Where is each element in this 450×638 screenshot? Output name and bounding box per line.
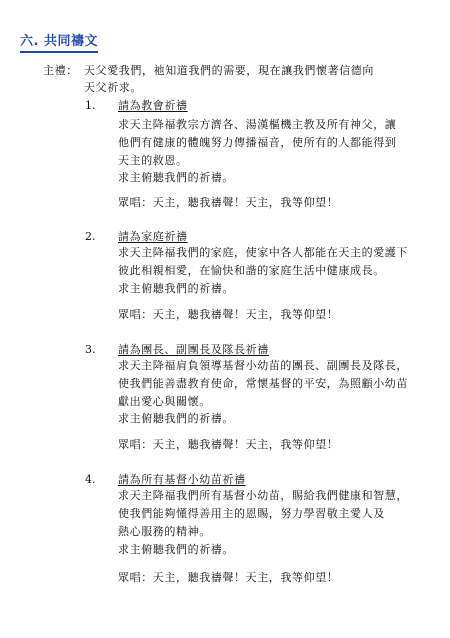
prayer-line: 他們有健康的體魄努力傳播福音，使所有的人都能得到 — [118, 136, 397, 149]
intro-line: 天父愛我們，祂知道我們的需要，現在讓我們懷著信德向 — [84, 64, 374, 77]
prayer-line: 求天主降福我們的家庭，使家中各人都能在天主的愛護下 — [118, 246, 408, 259]
prayer-line: 求主俯聽我們的祈禱。 — [118, 171, 234, 184]
section-heading: 六. 共同禱文 — [20, 34, 98, 53]
prayer-line: 求天主降福肩負領導基督小幼苗的團長、副團長及隊長， — [118, 359, 408, 372]
prayer-response: 眾唱：天主，聽我禱聲！天主，我等仰望！ — [118, 571, 339, 584]
prayer-response: 眾唱：天主，聽我禱聲！天主，我等仰望！ — [118, 438, 339, 451]
prayer-number: 4. — [85, 473, 96, 486]
prayer-line: 使我們能善盡教育使命，常懷基督的平安，為照顧小幼苗 — [118, 377, 408, 390]
prayer-line: 使我們能夠懂得善用主的恩賜，努力學習敬主愛人及 — [118, 507, 385, 520]
prayer-line: 獻出愛心與關懷。 — [118, 395, 211, 408]
prayer-line: 求主俯聽我們的祈禱。 — [118, 543, 234, 556]
prayer-line: 彼此相親相愛，在愉快和諧的家庭生活中健康成長。 — [118, 264, 385, 277]
prayer-number: 3. — [85, 343, 96, 356]
prayer-line: 求天主降福教宗方濟各、湯漢樞機主教及所有神父，讓 — [118, 118, 397, 131]
intro-label: 主禮： — [43, 64, 78, 77]
prayer-title: 請為教會祈禱 — [118, 99, 188, 112]
prayer-line: 求主俯聽我們的祈禱。 — [118, 412, 234, 425]
prayer-number: 2. — [85, 230, 96, 243]
prayer-title: 請為家庭祈禱 — [118, 230, 188, 243]
intro-line: 天父祈求。 — [84, 81, 142, 94]
prayer-line: 天主的救恩。 — [118, 154, 188, 167]
prayer-number: 1. — [85, 99, 96, 112]
prayer-title: 請為所有基督小幼苗祈禱 — [118, 473, 246, 486]
prayer-line: 求天主降福我們所有基督小幼苗，賜給我們健康和智慧， — [118, 489, 408, 502]
prayer-line: 熱心服務的精神。 — [118, 525, 211, 538]
prayer-title: 請為團長、副團長及隊長祈禱 — [118, 343, 269, 356]
prayer-response: 眾唱：天主，聽我禱聲！天主，我等仰望！ — [118, 196, 339, 209]
prayer-line: 求主俯聽我們的祈禱。 — [118, 282, 234, 295]
prayer-response: 眾唱：天主，聽我禱聲！天主，我等仰望！ — [118, 308, 339, 321]
